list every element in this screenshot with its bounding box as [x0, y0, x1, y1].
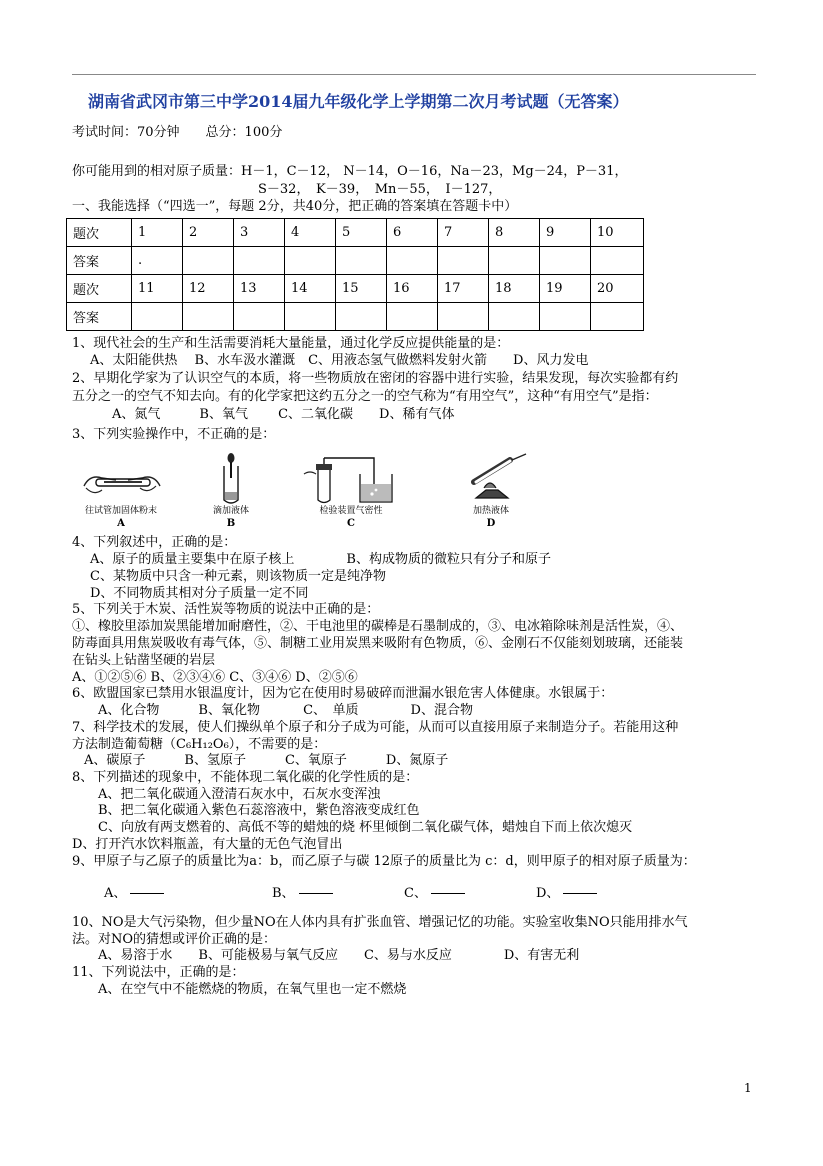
q7-options: A、碳原子 B、氢原子 C、氧原子 D、氮原子 — [84, 753, 449, 768]
row-label: 答案 — [67, 247, 132, 275]
q10-options: A、易溶于水 B、可能极易与氧气反应 C、易与水反应 D、有害无利 — [98, 948, 580, 963]
figure-d-caption: 加热液体 — [472, 506, 509, 516]
answer-cell[interactable] — [183, 303, 234, 331]
figure-b-letter: B — [226, 518, 236, 529]
q9-option-a-label: A、 — [104, 886, 127, 901]
figure-a-caption: 往试管加固体粉末 — [84, 506, 157, 516]
answer-cell[interactable] — [234, 303, 285, 331]
answer-cell[interactable]: . — [132, 247, 183, 275]
question-number-cell: 7 — [438, 219, 489, 247]
fraction-blank — [431, 893, 465, 894]
q6-options: A、化合物 B、氧化物 C、 单质 D、混合物 — [98, 703, 473, 718]
question-number-cell: 1 — [132, 219, 183, 247]
question-number-cell: 14 — [285, 275, 336, 303]
row-label: 答案 — [67, 303, 132, 331]
row-label: 题次 — [67, 275, 132, 303]
figure-c-caption: 检验装置气密性 — [319, 506, 383, 516]
answer-cell[interactable] — [489, 247, 540, 275]
atomic-mass-line-1: 你可能用到的相对原子质量：H－1，C－12， N－14，O－16，Na－23，Mg－24，P－31， — [72, 164, 628, 179]
page-number: 1 — [744, 1081, 752, 1095]
question-number-cell: 19 — [540, 275, 591, 303]
dropper-icon — [186, 452, 276, 506]
answer-cell[interactable] — [285, 247, 336, 275]
question-number-cell: 8 — [489, 219, 540, 247]
q8-option-a: A、把二氧化碳通入澄清石灰水中，石灰水变浑浊 — [98, 787, 381, 802]
table-row — [67, 247, 644, 275]
q11-option-a: A、在空气中不能燃烧的物质，在氧气里也一定不燃烧 — [98, 982, 407, 997]
q9-option-a — [104, 885, 164, 902]
question-number-cell: 16 — [387, 275, 438, 303]
q1-options: A、太阳能供热 B、水车汲水灌溉 C、用液态氢气做燃料发射火箭 D、风力发电 — [90, 353, 589, 368]
q5-body-line-3: 在钻头上钻凿坚硬的岩层 — [72, 653, 216, 668]
figure-b-caption: 滴加液体 — [212, 506, 249, 516]
fraction-blank — [130, 893, 164, 894]
answer-cell[interactable] — [540, 303, 591, 331]
header-rule — [72, 74, 756, 75]
q8-option-c: C、向放有两支燃着的、高低不等的蜡烛的烧 杯里倾倒二氧化碳气体，蜡烛自下而上依次熄灭 — [98, 820, 633, 835]
page-title: 湖南省武冈市第三中学2014届九年级化学上学期第二次月考试题（无答案） — [88, 92, 629, 111]
figure-b — [186, 452, 276, 530]
question-number-cell: 9 — [540, 219, 591, 247]
airtightness-apparatus-icon — [296, 452, 406, 506]
answer-cell[interactable] — [387, 303, 438, 331]
answer-cell[interactable] — [387, 247, 438, 275]
q2-stem-line-2: 五分之一的空气不知去向。有的化学家把这约五分之一的空气称为“有用空气”，这种“有用空气”是指： — [72, 389, 658, 404]
table-row — [67, 303, 644, 331]
question-number-cell: 3 — [234, 219, 285, 247]
table-row — [67, 275, 644, 303]
answer-cell[interactable] — [183, 247, 234, 275]
q6-stem: 6、欧盟国家已禁用水银温度计，因为它在使用时易破碎而泄漏水银危害人体健康。水银属于： — [72, 686, 614, 701]
q7-stem-line-2: 方法制造葡萄糖（C₆H₁₂O₆），不需要的是： — [72, 737, 327, 752]
q7-stem-line-1: 7、科学技术的发展，使人们操纵单个原子和分子成为可能，从而可以直接用原子来制造分子。若能用这种 — [72, 720, 679, 735]
answer-cell[interactable] — [132, 303, 183, 331]
figure-d-letter: D — [486, 518, 496, 529]
q1-stem: 1、现代社会的生产和生活需要消耗大量能量，通过化学反应提供能量的是： — [72, 336, 510, 351]
answer-cell[interactable] — [438, 303, 489, 331]
q4-options-ab: A、原子的质量主要集中在原子核上 B、构成物质的微粒只有分子和原子 — [90, 552, 551, 567]
test-tube-powder-icon — [76, 452, 166, 506]
answer-cell[interactable] — [591, 247, 644, 275]
figure-a-letter: A — [117, 518, 125, 529]
q11-stem: 11、下列说法中，正确的是： — [72, 965, 245, 980]
question-number-cell: 10 — [591, 219, 644, 247]
fraction-blank — [563, 893, 597, 894]
answer-cell[interactable] — [336, 247, 387, 275]
question-number-cell: 20 — [591, 275, 644, 303]
q4-option-d: D、不同物质其相对分子质量一定不同 — [90, 586, 309, 601]
q10-stem-line-1: 10、NO是大气污染物，但少量NO在人体内具有扩张血管、增强记忆的功能。实验室收集NO只能用排水气 — [72, 915, 688, 930]
q9-option-b — [272, 885, 333, 902]
q5-body-line-2: 防毒面具用焦炭吸收有毒气体，⑤、制糖工业用炭黑来吸附有色物质，⑥、金刚石不仅能刻划玻璃，还能装 — [72, 636, 684, 651]
fraction-blank — [299, 893, 333, 894]
exam-info: 考试时间：70分钟 总分：100分 — [72, 125, 283, 140]
figure-d — [446, 452, 536, 530]
question-number-cell: 15 — [336, 275, 387, 303]
question-number-cell: 2 — [183, 219, 234, 247]
table-row — [67, 219, 644, 247]
q8-option-b: B、把二氧化碳通入紫色石蕊溶液中，紫色溶液变成红色 — [98, 803, 420, 818]
answer-cell[interactable] — [234, 247, 285, 275]
heating-liquid-icon — [446, 452, 536, 506]
question-number-cell: 6 — [387, 219, 438, 247]
q4-stem: 4、下列叙述中，正确的是： — [72, 535, 237, 550]
q3-stem: 3、下列实验操作中，不正确的是： — [72, 427, 276, 442]
answer-cell[interactable] — [285, 303, 336, 331]
q10-stem-line-2: 法。对NO的猜想或评价正确的是： — [72, 932, 277, 947]
q2-stem-line-1: 2、早期化学家为了认识空气的本质，将一些物质放在密闭的容器中进行实验，结果发现，每次实验都有约 — [72, 371, 679, 386]
answer-cell[interactable] — [540, 247, 591, 275]
q9-option-b-label: B、 — [272, 886, 295, 901]
section1-heading: 一、我能选择（“四选一”，每题 2分，共40分，把正确的答案填在答题卡中） — [72, 199, 518, 214]
row-label: 题次 — [67, 219, 132, 247]
answer-cell[interactable] — [489, 303, 540, 331]
question-number-cell: 12 — [183, 275, 234, 303]
atomic-mass-line-2: S－32， K－39， Mn－55， I－127， — [258, 182, 502, 197]
q9-option-c — [404, 885, 465, 902]
question-number-cell: 18 — [489, 275, 540, 303]
q9-option-d — [536, 885, 597, 902]
question-number-cell: 4 — [285, 219, 336, 247]
q9-option-c-label: C、 — [404, 886, 427, 901]
q5-body-line-1: ①、橡胶里添加炭黑能增加耐磨性，②、干电池里的碳棒是石墨制成的，③、电冰箱除味剂是活性炭，④、 — [72, 619, 684, 634]
q4-option-c: C、某物质中只含一种元素，则该物质一定是纯净物 — [90, 569, 386, 584]
q9-option-d-label: D、 — [536, 886, 560, 901]
answer-table — [66, 218, 644, 331]
answer-cell[interactable] — [438, 247, 489, 275]
q5-options: A、①②⑤⑥ B、②③④⑥ C、③④⑥ D、②⑤⑥ — [72, 670, 358, 685]
question-number-cell: 13 — [234, 275, 285, 303]
q5-stem: 5、下列关于木炭、活性炭等物质的说法中正确的是： — [72, 602, 380, 617]
question-number-cell: 17 — [438, 275, 489, 303]
q8-stem: 8、下列描述的现象中，不能体现二氧化碳的化学性质的是： — [72, 770, 419, 785]
q2-options: A、氮气 B、氧气 C、二氧化碳 D、稀有气体 — [112, 407, 455, 422]
figure-c-letter: C — [347, 518, 355, 529]
answer-cell[interactable] — [336, 303, 387, 331]
figure-c — [296, 452, 406, 530]
question-number-cell: 5 — [336, 219, 387, 247]
q8-option-d: D、打开汽水饮料瓶盖，有大量的无色气泡冒出 — [72, 837, 343, 852]
figure-a — [76, 452, 166, 530]
q9-stem: 9、甲原子与乙原子的质量比为a：b，而乙原子与碳 12原子的质量比为 c：d，则甲原子的相对原子质量为： — [72, 854, 696, 869]
answer-cell[interactable] — [591, 303, 644, 331]
question-number-cell: 11 — [132, 275, 183, 303]
